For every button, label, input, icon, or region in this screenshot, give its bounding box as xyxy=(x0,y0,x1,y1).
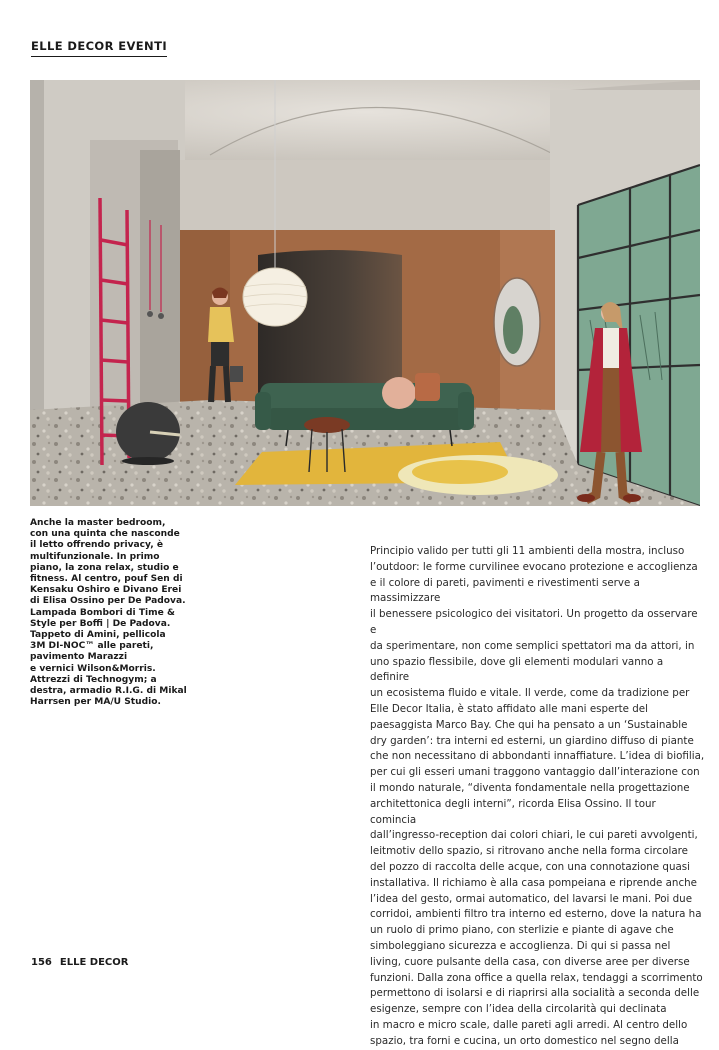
page-footer xyxy=(31,957,128,968)
section-header: ELLE DECOR EVENTI xyxy=(31,39,167,57)
page-number: 156 xyxy=(31,957,52,968)
photo-caption: Anche la master bedroom, con una quinta che nasconde il letto offrendo privacy, è multifunzionale. In primo piano, la zona relax, studio e fitness. Al centro, pouf Sen di Kensaku Oshiro e Divano Erei di Elisa Ossino per De Padova. Lampada Bombori di Time & Style per Boffi | De Padova. Tappeto di Amini, pellicola 3M DI-NOC™ alle pareti, pavimento Marazzi e vernici Wilson&Morris. Attrezzi di Technogym; a destra, armadio R.I.G. di Mikal Harrsen per MA/U Studio. xyxy=(30,518,187,708)
back-wall xyxy=(180,160,555,230)
square-cushion xyxy=(415,373,440,401)
side-table xyxy=(304,417,350,433)
magazine-name: ELLE DECOR xyxy=(59,957,129,968)
pendant-lamp xyxy=(243,268,307,326)
room-illustration xyxy=(30,80,700,506)
fitness-ball xyxy=(116,402,180,462)
round-cushion xyxy=(382,377,416,409)
article-body: Principio valido per tutti gli 11 ambienti della mostra, incluso l’outdoor: le forme curvilinee evocano protezione e accoglienza e il colore di pareti, pavimenti e rivestimenti serve a massimizzare il benessere psicologico dei visitatori. Un progetto da osservare e da sperimentare, non come semplici spettatori ma da attori, in uno spazio flessibile, dove gli elementi modulari vanno a definire un ecosistema fluido e vitale. Il verde, come da tradizione per Elle Decor Italia, è stato affidato alle mani esperte del paesaggista Marco Bay. Che qui ha pensato a un ‘Sustainable dry garden’: tra interni ed esterni, un giardino diffuso di piante che non necessitano di abbondanti innaffiature. L’idea di biofilia, per cui gli esseri umani traggono vantaggio dall’interazione con il mondo naturale, “diventa fondamentale nella progettazione architettonica degli interni”, ricorda Elisa Ossino. Il tour comincia dall’ingresso-reception dai colori chiari, le cui pareti avvolgenti, leitmotiv dello spazio, si ritrovano anche nella forma circolare del pozzo di raccolta delle acque, con una connotazione quasi installativa. Il richiamo è alla casa pompeiana e riprende anche l’idea del gesto, ormai automatico, del lavarsi le mani. Poi due corridoi, ambienti filtro tra interno ed esterno, dove la natura ha un ruolo di primo piano, con sterlizie e piante di agave che simboleggiano sicurezza e accoglienza. Di qui si passa nel living, cuore pulsante della casa, con diverse aree per diverse funzioni. Dalla zona office a quella relax, tendaggi a scorrimento permettono di isolarsi e di riaprirsi alla socialità a seconda delle esigenze, sempre con l’idea della circolarità qui declinata in macro e micro scale, dalle pareti agli arredi. Al centro dello spazio, tra forni e cucina, un orto domestico nel segno della xyxy=(370,545,705,1047)
